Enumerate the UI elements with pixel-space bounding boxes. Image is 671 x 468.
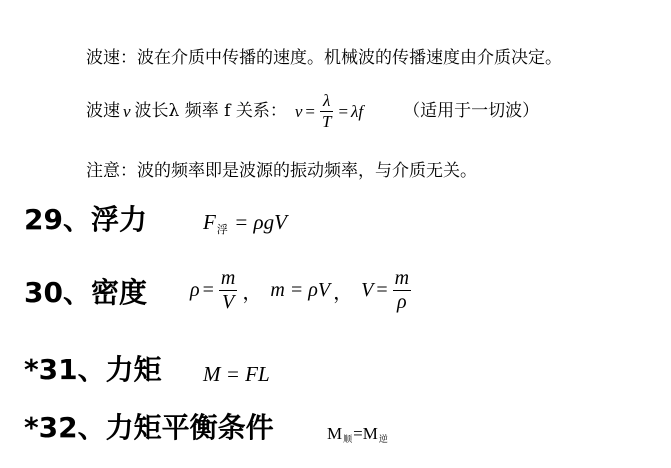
section-29-title: 29、浮力 — [24, 203, 147, 236]
density-num2: m — [394, 267, 410, 289]
frequency-note-text: 注意：波的频率即是波源的振动频率，与介质无关。 — [86, 161, 477, 181]
density-fraction-1 — [219, 268, 237, 313]
density-sep1: ， — [242, 282, 263, 304]
section-30-title: 30、密度 — [24, 276, 147, 309]
section-32-title: *32、力矩平衡条件 — [24, 411, 274, 444]
relation-rhs: λf — [351, 101, 364, 121]
torque-balance-sub2: 逆 — [378, 433, 388, 444]
density-formula — [190, 268, 413, 313]
density-sep2: ， — [333, 282, 354, 304]
density-eq2: = — [376, 279, 388, 301]
relation-fraction — [320, 92, 333, 131]
buoyancy-F: F — [203, 210, 216, 234]
volume-V: V — [361, 279, 374, 301]
relation-numerator: λ — [323, 91, 331, 110]
buoyancy-subscript: 浮 — [216, 223, 228, 236]
frequency-note — [86, 163, 477, 180]
wave-relation-line — [86, 92, 539, 131]
torque-formula-text: M = FL — [203, 362, 270, 386]
density-den2: ρ — [397, 291, 407, 313]
relation-note: （适用于一切波） — [403, 100, 540, 121]
density-den1: V — [222, 291, 235, 313]
relation-prefix-1: 波速 — [86, 100, 120, 121]
relation-denominator: T — [321, 111, 332, 131]
torque-balance-M1: M — [327, 424, 343, 443]
wave-speed-definition — [86, 50, 562, 67]
relation-equals: = — [305, 101, 315, 121]
relation-v-symbol: v — [123, 101, 131, 121]
wave-speed-definition-text: 波速：波在介质中传播的速度。机械波的传播速度由介质决定。 — [86, 48, 562, 68]
torque-formula — [203, 362, 270, 387]
density-num1: m — [220, 267, 236, 289]
buoyancy-formula — [203, 210, 287, 235]
density-fraction-2 — [393, 268, 411, 313]
relation-prefix-2: 波长λ 频率 f 关系： — [134, 100, 287, 121]
relation-equals-2: = — [338, 101, 349, 121]
mass-formula: m = ρV — [270, 279, 331, 301]
relation-lhs: v — [294, 101, 303, 121]
section-31-title: *31、力矩 — [24, 353, 162, 386]
buoyancy-rhs: = ρgV — [228, 210, 287, 234]
density-eq1: = — [202, 279, 214, 301]
torque-balance-sub1: 顺 — [343, 433, 353, 444]
torque-balance-formula — [327, 424, 389, 444]
torque-balance-eq: =M — [353, 424, 378, 443]
density-rho: ρ — [190, 279, 200, 301]
